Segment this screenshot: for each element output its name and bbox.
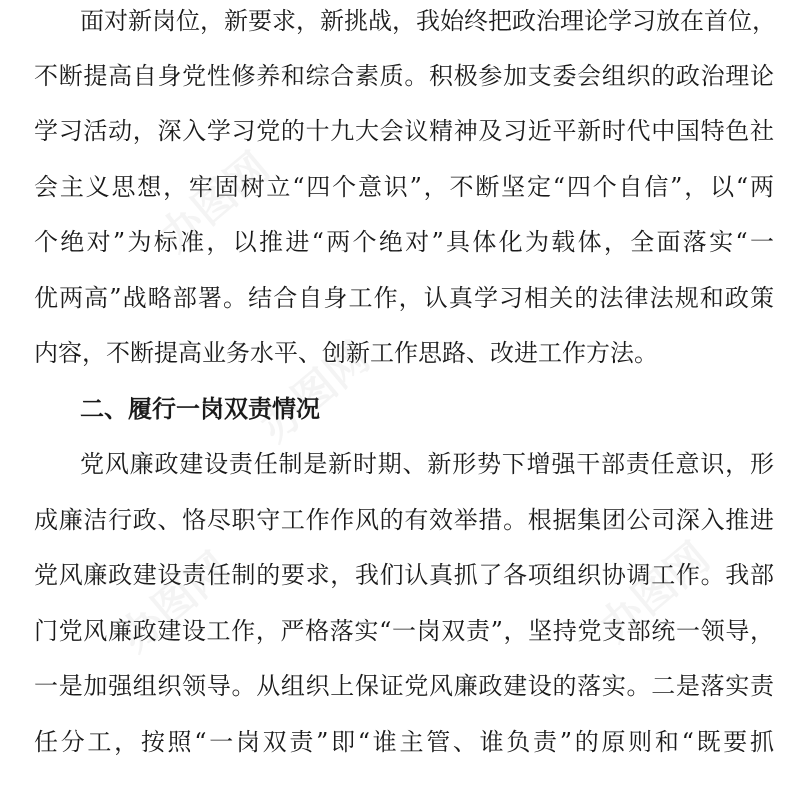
watermark-text: 办图网 <box>110 542 239 662</box>
paragraph-line-3: 学习活动，深入学习党的十九大会议精神及习近平新时代中国特色社 <box>34 117 774 145</box>
paragraph-line-7: 内容，不断提高业务水平、创新工作思路、改进工作方法。 <box>34 339 658 367</box>
paragraph-line-1: 面对新岗位，新要求，新挑战，我始终把政治理论学习放在首位， <box>80 7 776 35</box>
paragraph-line-11: 门党风廉政建设工作，严格落实“一岗双责”，坚持党支部统一领导， <box>34 617 774 645</box>
paragraph-line-12: 一是加强组织领导。从组织上保证党风廉政建设的落实。二是落实责 <box>34 672 774 700</box>
paragraph-line-9: 成廉洁行政、恪尽职守工作作风的有效举措。根据集团公司深入推进 <box>34 506 774 534</box>
paragraph-line-13: 任分工，按照“一岗双责”即“谁主管、谁负责”的原则和“既要抓 <box>34 728 774 756</box>
paragraph-line-6: 优两高”战略部署。结合自身工作，认真学习相关的法律法规和政策 <box>34 284 774 312</box>
watermark-text: 办图网 <box>250 332 379 452</box>
paragraph-line-4: 会主义思想，牢固树立“四个意识”，不断坚定“四个自信”，以“两 <box>34 173 774 201</box>
paragraph-line-5: 个绝对”为标准，以推进“两个绝对”具体化为载体，全面落实“一 <box>34 228 774 256</box>
paragraph-line-8: 党风廉政建设责任制是新时期、新形势下增强干部责任意识，形 <box>80 450 774 478</box>
section-heading: 二、履行一岗双责情况 <box>80 395 320 423</box>
watermark-text: 办图网 <box>590 532 719 652</box>
watermark-text: 办图网 <box>150 142 279 262</box>
paragraph-line-10: 党风廉政建设责任制的要求，我们认真抓了各项组织协调工作。我部 <box>34 561 774 589</box>
paragraph-line-2: 不断提高自身党性修养和综合素质。积极参加支委会组织的政治理论 <box>34 62 774 90</box>
